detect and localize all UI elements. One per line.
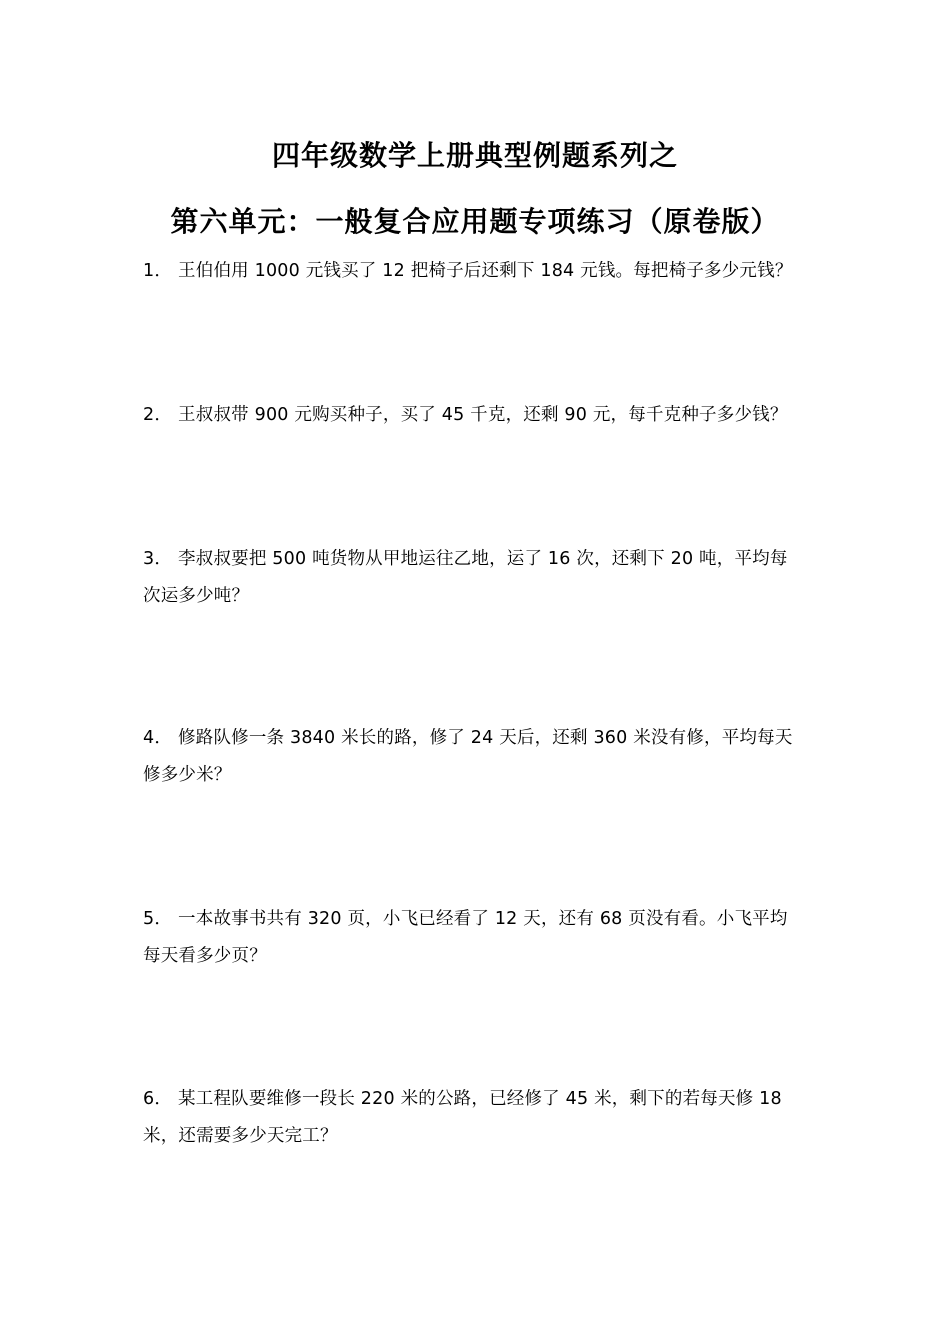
page-title: 四年级数学上册典型例题系列之 xyxy=(271,139,678,172)
page-subtitle: 第六单元：一般复合应用题专项练习（原卷版） xyxy=(170,205,780,238)
question-5 xyxy=(143,901,803,975)
question-number: 1． xyxy=(143,261,173,281)
question-6 xyxy=(143,1081,803,1155)
question-number: 5． xyxy=(143,909,173,929)
question-number: 4． xyxy=(143,728,173,748)
question-number: 6． xyxy=(143,1089,173,1109)
question-2 xyxy=(143,397,803,434)
question-text: 李叔叔要把 500 吨货物从甲地运往乙地，运了 16 次，还剩下 20 吨，平均每次运多少吨？ xyxy=(143,549,788,606)
question-text: 王伯伯用 1000 元钱买了 12 把椅子后还剩下 184 元钱。每把椅子多少元钱？ xyxy=(178,261,793,281)
question-text: 一本故事书共有 320 页，小飞已经看了 12 天，还有 68 页没有看。小飞平均每天看多少页？ xyxy=(143,909,788,966)
question-text: 某工程队要维修一段长 220 米的公路，已经修了 45 米，剩下的若每天修 18 米，还需要多少天完工？ xyxy=(143,1089,782,1146)
question-4 xyxy=(143,720,803,794)
question-3 xyxy=(143,541,803,615)
question-number: 3． xyxy=(143,549,173,569)
question-1 xyxy=(143,253,803,290)
question-text: 王叔叔带 900 元购买种子，买了 45 千克，还剩 90 元，每千克种子多少钱？ xyxy=(178,405,788,425)
question-text: 修路队修一条 3840 米长的路，修了 24 天后，还剩 360 米没有修，平均每天修多少米？ xyxy=(143,728,793,785)
question-number: 2． xyxy=(143,405,173,425)
